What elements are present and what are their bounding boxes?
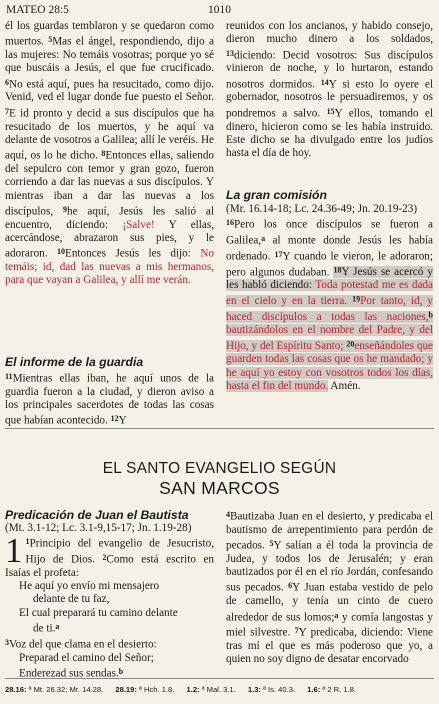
verse-number: 5 — [269, 539, 274, 549]
verse-number: 4 — [226, 510, 230, 519]
verse-number: 1 — [25, 537, 30, 547]
header-reference: MATEO 28:5 — [6, 4, 69, 16]
left-column-top — [5, 20, 214, 288]
verse-number: 10 — [57, 247, 65, 257]
verse-number: 16 — [226, 218, 234, 228]
footnote-marker: b — [118, 666, 124, 676]
section-title: La gran comisión — [226, 188, 327, 202]
highlighted-text: Y Jesús se acercó y les habló diciendo: — [226, 266, 433, 292]
poetry-block: He aquí yo envío mi mensajero delante de tu faz, El cual preparará tu camino delante de ti.$^a$ — [19, 580, 178, 635]
divider — [5, 678, 434, 679]
parallel-references: (Mt. 3.1-12; Lc. 3.1-9,15-17; Jn. 1.19-28) — [5, 522, 192, 534]
right-column-top — [226, 20, 433, 160]
paragraph: reunidos con los ancianos, y habido consejo, dieron mucho dinero a los soldados, $^{13}$diciendo: Decid vosotros: Sus discípulos vinieron de noche, y lo hurtaron, estando nosotros dormidos. $^{14}$Y si esto lo oyere el gobernador, nosotros le persuadiremos, y os pondremos a salvo. $^{15}$Y ellos, tomando el dinero, hicieron como se les había instruido. Este dicho se ha divulgado entre los judíos hasta el día de hoy. — [226, 20, 433, 160]
parallel-references: (Mr. 16.14-18; Lc. 24.36-49; Jn. 20.19-23) — [226, 203, 418, 215]
footnote-marker: b — [428, 310, 433, 320]
page-number: 1010 — [208, 4, 231, 16]
verse-number: 2 — [102, 553, 107, 563]
verse-number: 20 — [346, 339, 355, 349]
divider — [5, 428, 434, 429]
paragraph: él los guardas temblaron y se quedaron como muertos. $^5$Mas el ángel, respondiendo, dijo a las mujeres: No temáis vosotras; porque yo sé que buscáis a Jesús, el que fue crucificado. $^6$No está aquí, pues ha resucitado, como dijo. Venid, ved el lugar donde fue puesto el Señor. $^7$E id pronto y decid a sus discípulos que ha resucitado de los muertos, y he aquí va delante de vosotros a Galilea; allí le veréis. He aquí, os lo he dicho. $^8$Entonces ellas, saliendo del sepulcro con temor y gran gozo, fueron corriendo a dar las nuevas a sus discípulos. Y mientras iban a dar las nuevas a los discípulos, $^9$he aquí, Jesús les salió al encuentro, diciendo: ¡Salve! Y ellas, acercándose, abrazaron sus pies, y le adoraron. $^{10}$Entonces Jesús les dijo: No temáis; id, dad las nuevas a mis hermanos, para que vayan a Galilea, y allí me verán. — [5, 20, 215, 287]
footnote: 1.3: ª Is. 40.3. — [247, 685, 296, 694]
amen: Amén. — [330, 380, 361, 393]
words-of-jesus: ¡Salve! — [122, 218, 155, 231]
paragraph: $^4$Bautizaba Juan en el desierto, y predicaba el bautismo de arrepentimiento para perdón de pecados. $^5$Y salían a él toda la provincia de Judea, y todos los de Jerusalén; y eran bautizados por él en el río Jordán, confesando sus pecados. $^6$Y Juan estaba vestido de pelo de camello, y tenía un cinto de cuero alrededor de sus lomos;$^a$ y comía langostas y miel silvestre. $^7$Y predicaba, diciendo: Viene tras mí el que es más poderoso que yo, a quien no soy digno de desatar encorvado — [226, 510, 434, 666]
words-of-jesus: No temáis; id, dad las nuevas a mis hermanos, para que vayan a Galilea, y allí me verán. — [5, 247, 214, 287]
footnote: 1.2: ª Mal. 3.1. — [186, 685, 236, 694]
verse-number: 18 — [333, 265, 342, 275]
words-of-jesus: Toda potestad me es dada en el cielo y en la tierra. — [226, 279, 433, 308]
words-of-jesus: Por tanto, id, y haced discípulos a todas las naciones, — [226, 295, 433, 324]
verse-number: 14 — [320, 77, 329, 87]
footnote-marker: a — [55, 622, 60, 632]
section-title: El informe de la guardia — [5, 355, 144, 369]
verse-number: 13 — [226, 48, 234, 58]
footnote-marker: a — [334, 610, 339, 620]
verse-number: 7 — [5, 106, 9, 116]
verse-number: 6 — [288, 581, 293, 591]
footnote: 28.19: ª Hch. 1.8. — [115, 685, 175, 694]
chapter-number: 1 — [5, 531, 23, 571]
verse-number: 5 — [48, 35, 53, 45]
page-header — [6, 4, 433, 20]
verse-number: 3 — [5, 637, 9, 647]
section-title: Predicación de Juan el Bautista — [5, 508, 189, 522]
words-of-jesus: enseñándoles que guarden todas las cosas que os he mandado; y he aquí yo estoy con vosotros todos los días, hasta el fin del mundo. — [226, 340, 433, 393]
bottom-left-column — [5, 522, 214, 681]
verse-number: 19 — [352, 294, 361, 304]
verse-number: 6 — [5, 77, 9, 87]
verse-number: 8 — [101, 149, 106, 159]
book-title-line2: SAN MARCOS — [159, 478, 280, 498]
footnote: 1.6: ª 2 R. 1.8. — [307, 685, 356, 694]
book-title-line1: EL SANTO EVANGELIO SEGÚN — [102, 460, 337, 477]
verse-number: 17 — [274, 249, 283, 259]
paragraph: $^{16}$Pero los once discípulos se fueron a Galilea,$^a$ al monte donde Jesús les había ordenado. $^{17}$Y cuando le vieron, le adoraron; pero algunos dudaban. $^{18}$Y Jesús se acercó y les habló diciendo: Toda potestad me es dada en el cielo y en la tierra. $^{19}$Por tanto, id, y haced discípulos a todas las naciones,$^b$ bautizándolos en el nombre del Padre, y del Hijo, y del Espíritu Santo; $^{20}$enseñándoles que guarden todas las cosas que os he mandado; y he aquí yo estoy con vosotros todos los días, hasta el fin del mundo. Amén. — [226, 218, 433, 393]
paragraph: $^{11}$Mientras ellas iban, he aquí unos de la guardia fueron a la ciudad, y dieron aviso a los principales sacerdotes de todas las cosas que habían acontecido. $^{12}$Y — [5, 372, 214, 427]
verse-number: 15 — [326, 106, 335, 116]
footnote: 28.16: ª Mt. 26.32; Mr. 14.28. — [5, 685, 104, 694]
left-column-middle — [5, 370, 214, 428]
poetry-block: $^3$Voz del que clama en el desierto: Preparad el camino del Señor; Enderezad sus sendas.$^b$ — [5, 637, 157, 680]
verse-number: 12 — [110, 414, 119, 424]
footnote-marker: a — [261, 234, 266, 244]
right-column-middle — [226, 203, 433, 393]
bottom-right-column — [226, 508, 433, 667]
verse-number: 11 — [5, 372, 13, 381]
footnotes — [5, 685, 434, 694]
paragraph: 1 $^1$Principio del evangelio de Jesucristo, Hijo de Dios. $^2$Como está escrito en Isaías el profeta: — [5, 531, 215, 579]
verse-number: 7 — [294, 626, 299, 636]
words-of-jesus: bautizándolos en el nombre del Padre, y del Hijo, y del Espíritu Santo; — [226, 324, 433, 353]
verse-number: 9 — [63, 204, 67, 214]
